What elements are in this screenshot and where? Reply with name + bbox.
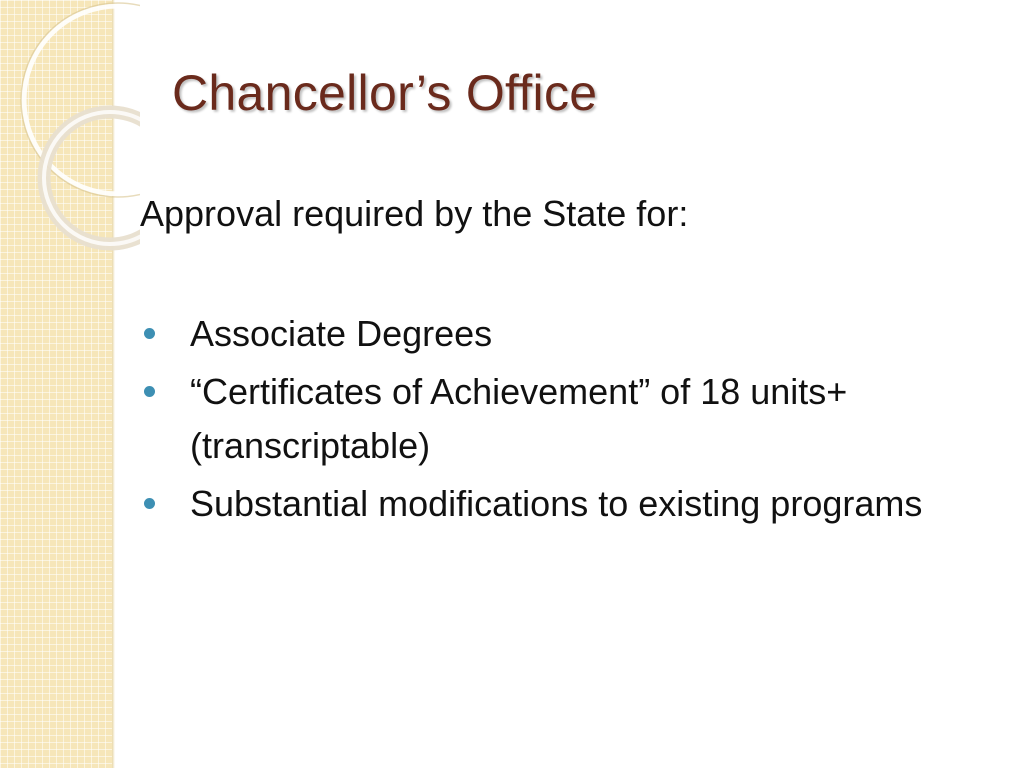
bullet-item (140, 307, 1000, 361)
bullet-text: Associate Degrees (190, 313, 493, 354)
bullet-list (140, 307, 1000, 535)
bullet-dot-icon (144, 328, 155, 339)
bullet-text: “Certificates of Achievement” of 18 units+ (transcriptable) (190, 371, 848, 466)
bullet-dot-icon (144, 386, 155, 397)
decorative-rings (0, 0, 140, 260)
intro-text: Approval required by the State for: (140, 193, 689, 234)
slide-title: Chancellor’s Office (172, 65, 598, 121)
bullet-item (140, 365, 1000, 473)
lower-ring (44, 112, 140, 244)
bullet-dot-icon (144, 498, 155, 509)
bullet-text: Substantial modifications to existing programs (190, 483, 923, 524)
bullet-item (140, 477, 1000, 531)
